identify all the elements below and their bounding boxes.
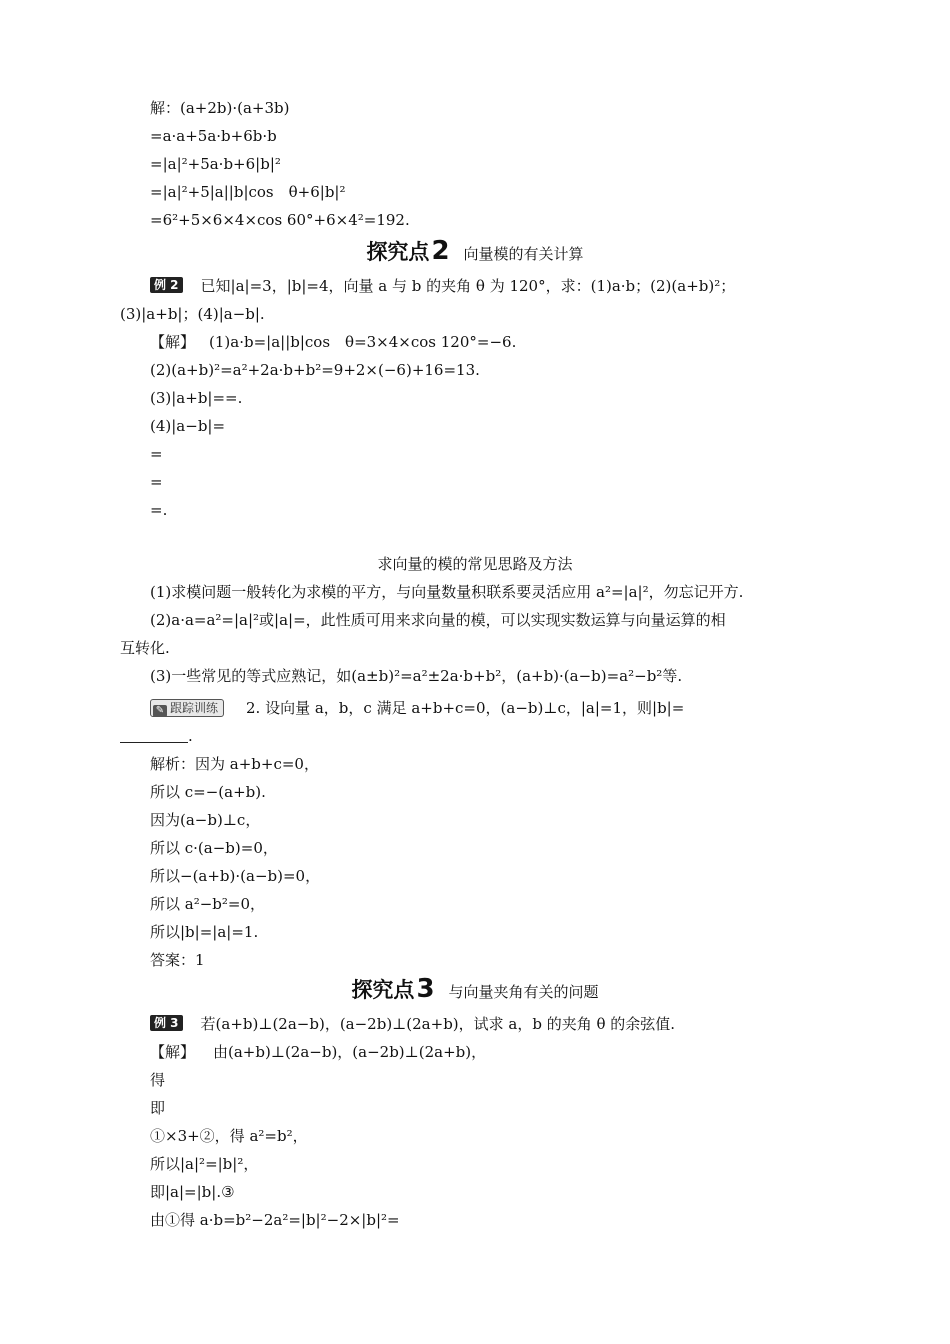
- answer-blank: [120, 728, 188, 743]
- example-3-solution: [150, 1042, 486, 1062]
- method-point: (1)求模问题一般转化为求模的平方，与向量数量积联系要灵活应用 a²=|a|²，勿忘记开方.: [150, 583, 744, 601]
- solution-line: =|a|²+5|a||b|cos θ+6|b|²: [150, 183, 346, 201]
- solution-line: 得: [150, 1071, 166, 1089]
- training-solution-line: 所以 c·(a−b)=0，: [150, 839, 278, 857]
- section-title: 向量模的有关计算: [463, 245, 584, 263]
- training-text: 2. 设向量 a，b，c 满足 a+b+c=0，(a−b)⊥c，|a|=1，则|b|=: [246, 699, 685, 717]
- example-text: 若(a+b)⊥(2a−b)，(a−2b)⊥(2a+b)，试求 a，b 的夹角 θ 的余弦值.: [200, 1015, 676, 1033]
- solution-line: 即: [150, 1099, 166, 1117]
- example-badge: 例 2: [150, 277, 183, 293]
- solution-label: 【解】: [150, 1043, 196, 1061]
- training-solution-line: 所以−(a+b)·(a−b)=0，: [150, 867, 321, 885]
- example-2-question: [150, 276, 735, 296]
- section-label: 探究点: [351, 978, 415, 1002]
- answer-blank-line: [120, 726, 193, 746]
- training-answer: 答案：1: [150, 951, 205, 969]
- training-badge-label: 跟踪训练: [170, 701, 219, 715]
- training-solution-line: 所以 c=−(a+b).: [150, 783, 266, 801]
- pencil-icon: ✎: [153, 705, 167, 717]
- solution-line: 由(a+b)⊥(2a−b)，(a−2b)⊥(2a+b)，: [213, 1043, 487, 1061]
- blank-period: .: [188, 727, 193, 745]
- solution-line: (1)a·b=|a||b|cos θ=3×4×cos 120°=−6.: [209, 333, 517, 351]
- solution-line: 即|a|=|b|.③: [150, 1183, 235, 1201]
- method-title: 求向量的模的常见思路及方法: [377, 555, 573, 573]
- solution-line: (3)|a+b|==.: [150, 389, 243, 407]
- example-2-question-cont: (3)|a+b|；(4)|a−b|.: [120, 305, 265, 323]
- solution-line: 所以|a|²=|b|²，: [150, 1155, 259, 1173]
- training-solution-line: 所以|b|=|a|=1.: [150, 923, 259, 941]
- section-label: 探究点: [366, 240, 430, 264]
- section-heading-3: [0, 974, 950, 1004]
- training-solution-line: 因为(a−b)⊥c，: [150, 811, 261, 829]
- solution-line: (2)(a+b)²=a²+2a·b+b²=9+2×(−6)+16=13.: [150, 361, 480, 379]
- training-badge: [150, 699, 224, 717]
- training-solution-line: 所以 a²−b²=0，: [150, 895, 266, 913]
- example-badge: 例 3: [150, 1015, 183, 1031]
- section-number: 3: [416, 974, 435, 1004]
- method-point-cont: 互转化.: [120, 639, 170, 657]
- solution-line: =a·a+5a·b+6b·b: [150, 127, 277, 145]
- training-question: [150, 698, 684, 718]
- solution-line: =: [150, 445, 163, 463]
- solution-line: =: [150, 473, 163, 491]
- solution-line: 解：(a+2b)·(a+3b): [150, 99, 290, 117]
- section-title: 与向量夹角有关的问题: [448, 983, 599, 1001]
- section-number: 2: [431, 236, 450, 266]
- training-solution-line: 解析：因为 a+b+c=0，: [150, 755, 319, 773]
- solution-label: 【解】: [150, 333, 196, 351]
- solution-line: =6²+5×6×4×cos 60°+6×4²=192.: [150, 211, 410, 229]
- method-point: (2)a·a=a²=|a|²或|a|=，此性质可用来求向量的模，可以实现实数运算与向量运算的相: [150, 611, 726, 629]
- example-text: 已知|a|=3，|b|=4，向量 a 与 b 的夹角 θ 为 120°，求：(1)a·b；(2)(a+b)²；: [200, 277, 736, 295]
- example-3-question: [150, 1014, 675, 1034]
- example-2-solution: [150, 332, 516, 352]
- solution-line: 由①得 a·b=b²−2a²=|b|²−2×|b|²=: [150, 1211, 400, 1229]
- solution-line: =.: [150, 501, 168, 519]
- solution-line: (4)|a−b|=: [150, 417, 226, 435]
- section-heading-2: [0, 236, 950, 266]
- solution-line: ①×3+②，得 a²=b²，: [150, 1127, 308, 1145]
- solution-line: =|a|²+5a·b+6|b|²: [150, 155, 281, 173]
- method-point: (3)一些常见的等式应熟记，如(a±b)²=a²±2a·b+b²，(a+b)·(a−b)=a²−b²等.: [150, 667, 683, 685]
